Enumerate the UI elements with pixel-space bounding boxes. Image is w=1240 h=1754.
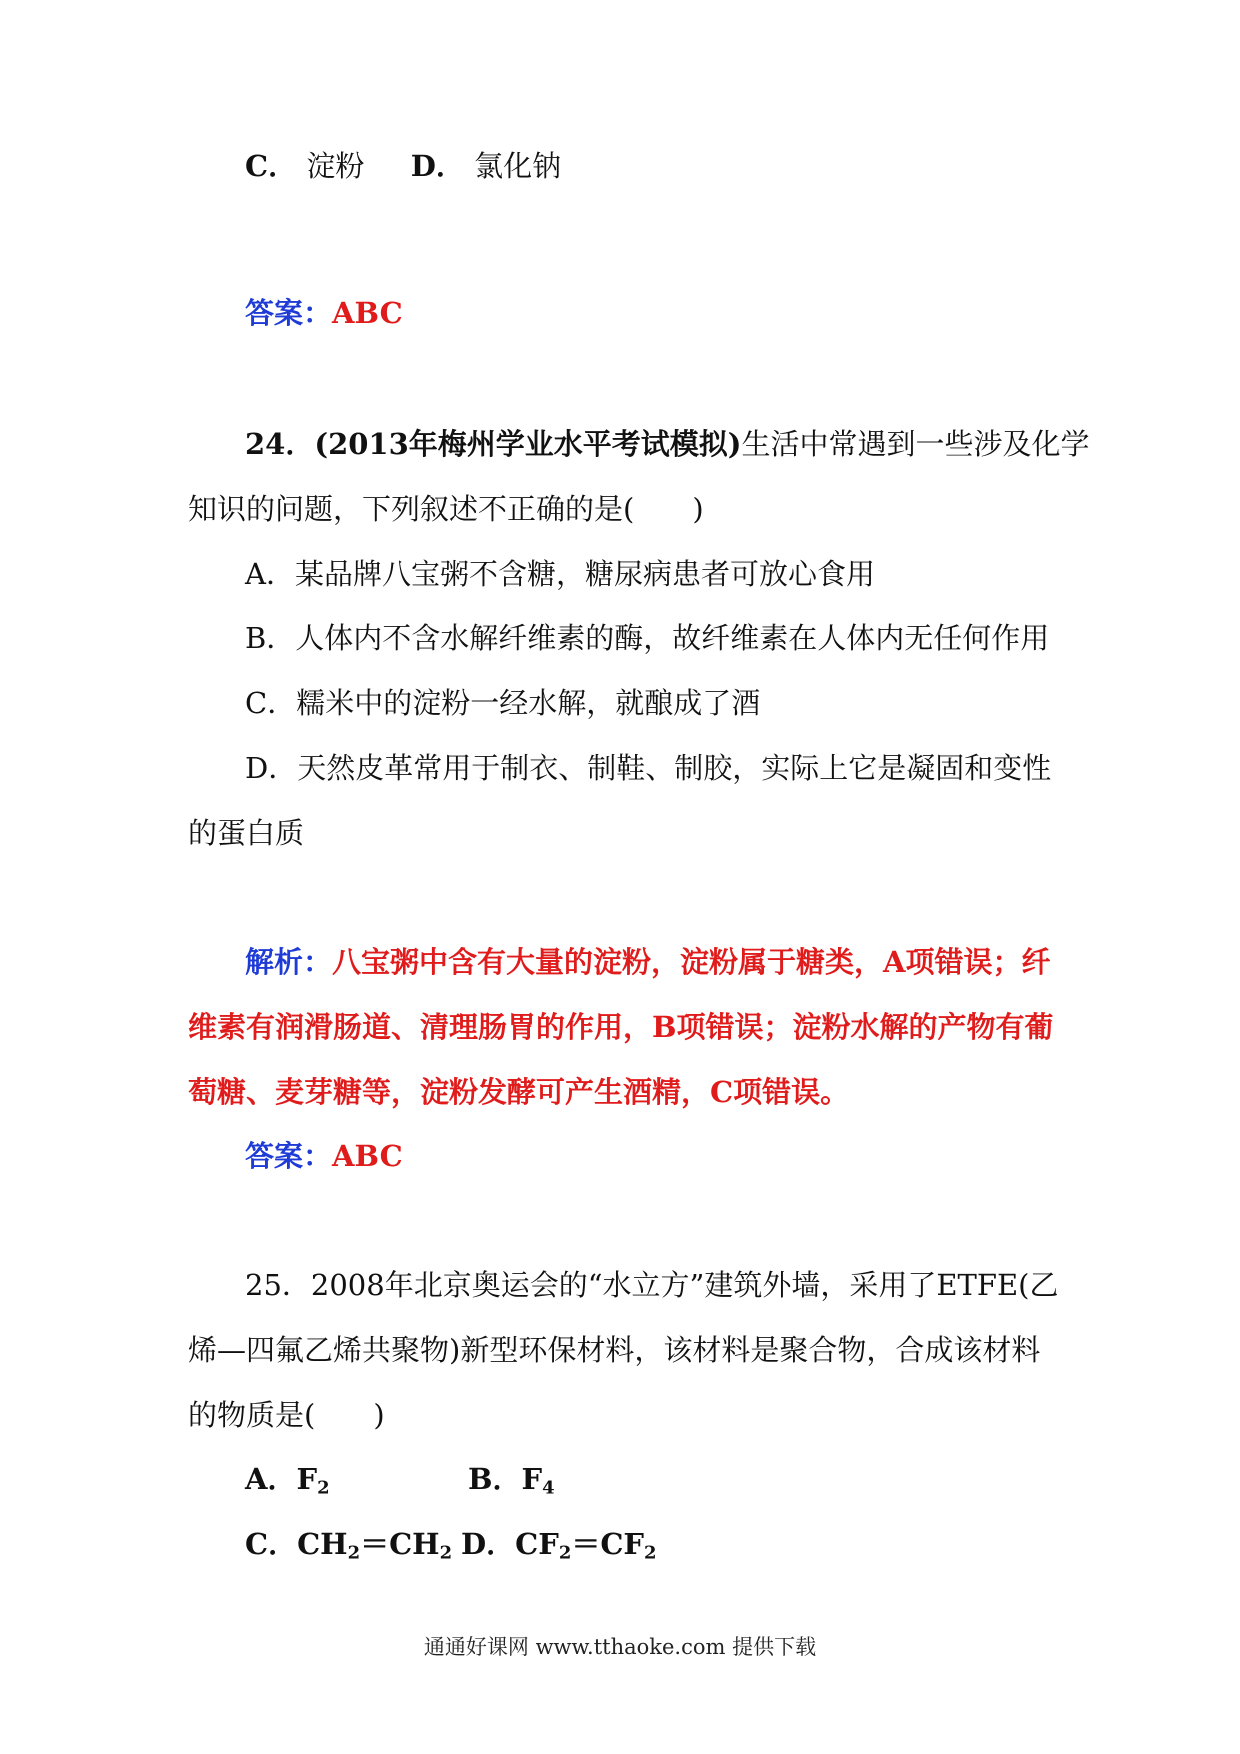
q24-number: 24． (245, 427, 315, 461)
q24-analysis-label: 解析： (245, 945, 333, 979)
q25-option-c-mid: ＝CH (360, 1527, 440, 1561)
q25-option-b-sub: 4 (542, 1477, 555, 1499)
q23-option-d-label: D． (410, 149, 465, 183)
q24-stem-line2: 知识的问题，下列叙述不正确的是( ) (188, 492, 704, 526)
q23-answer-label: 答案： (245, 296, 333, 330)
q25-option-d-s2: 2 (644, 1542, 657, 1564)
q25-option-c (245, 1524, 452, 1573)
page-footer: 通通好课网 www.tthaoke.com 提供下载 (423, 1635, 817, 1659)
q24-option-d-line1: D．天然皮革常用于制衣、制鞋、制胶，实际上它是凝固和变性 (245, 751, 1052, 785)
q24-answer-value: ABC (332, 1139, 403, 1173)
q25-option-d-s1: 2 (558, 1542, 572, 1564)
q25-stem-line1: 25．2008年北京奥运会的“水立方”建筑外墙，采用了ETFE(乙 (245, 1268, 1059, 1302)
q25-option-c-s1: 2 (347, 1542, 361, 1564)
q24-stem-rest: 生活中常遇到一些涉及化学 (741, 427, 1090, 461)
q25-option-b (468, 1459, 555, 1508)
q24-option-d-line2: 的蛋白质 (188, 816, 305, 850)
q25-option-d-mid: ＝CF (571, 1527, 645, 1561)
q25-option-d-label: D． (461, 1527, 516, 1561)
q24-analysis-line3: 萄糖、麦芽糖等，淀粉发酵可产生酒精，C项错误。 (188, 1075, 850, 1109)
q24-answer (245, 1136, 403, 1176)
q25-option-b-label: B． (468, 1462, 522, 1496)
q24-analysis-text1: 八宝粥中含有大量的淀粉，淀粉属于糖类，A项错误；纤 (332, 945, 1051, 979)
q25-option-a (245, 1459, 330, 1508)
q24-analysis-line1 (245, 942, 1051, 982)
q25-option-c-p1: CH (297, 1527, 348, 1561)
q23-option-c-text: 淀粉 (306, 149, 365, 183)
q25-option-b-formula: F (521, 1462, 543, 1496)
q23-answer (245, 293, 403, 333)
q24-source: (2013年梅州学业水平考试模拟) (314, 427, 742, 461)
q24-option-b: B．人体内不含水解纤维素的酶，故纤维素在人体内无任何作用 (245, 621, 1050, 655)
q25-stem-line3: 的物质是( ) (188, 1398, 385, 1432)
q23-options-line (245, 146, 561, 186)
q25-stem-line2: 烯—四氟乙烯共聚物)新型环保材料，该材料是聚合物，合成该材料 (188, 1333, 1041, 1367)
q25-option-d-p1: CF (515, 1527, 559, 1561)
q24-option-a: A．某品牌八宝粥不含糖，糖尿病患者可放心食用 (245, 557, 875, 591)
q25-option-d (461, 1524, 657, 1573)
q25-option-a-label: A． (245, 1462, 297, 1496)
q25-option-a-formula: F (296, 1462, 318, 1496)
q25-option-a-sub: 2 (317, 1477, 330, 1499)
q24-stem-line1 (245, 424, 1090, 464)
q24-option-c: C．糯米中的淀粉一经水解，就酿成了酒 (245, 686, 761, 720)
q23-answer-value: ABC (332, 296, 403, 330)
q24-analysis-line2: 维素有润滑肠道、清理肠胃的作用，B项错误；淀粉水解的产物有葡 (188, 1010, 1054, 1044)
q23-option-c-label: C． (245, 149, 298, 183)
q23-option-d-text: 氯化钠 (474, 149, 562, 183)
q25-option-c-s2: 2 (439, 1542, 453, 1564)
q24-answer-label: 答案： (245, 1139, 333, 1173)
q25-option-c-label: C． (245, 1527, 298, 1561)
